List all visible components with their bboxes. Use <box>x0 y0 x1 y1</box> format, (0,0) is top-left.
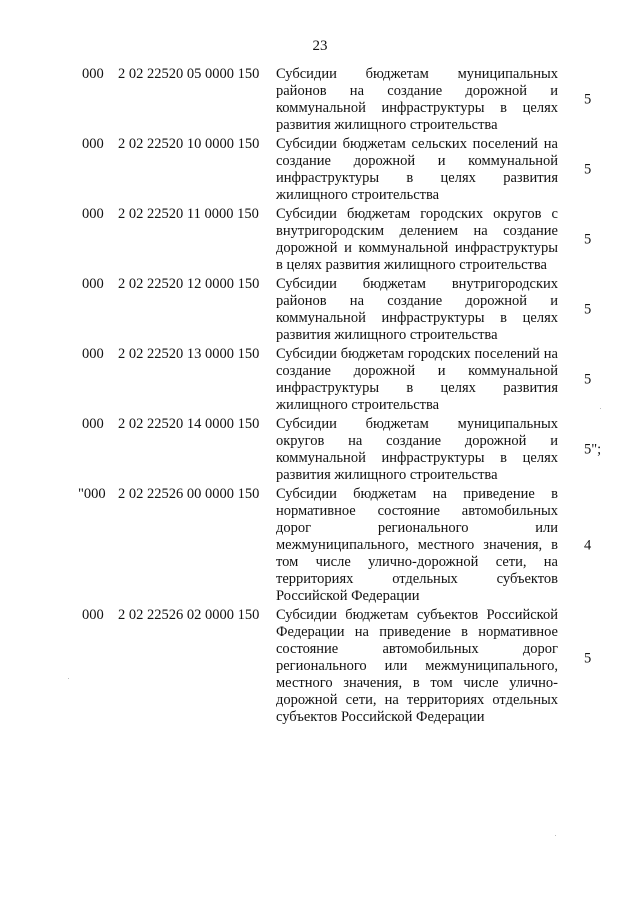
budget-classification-code: 2 02 22526 00 0000 150 <box>118 486 260 502</box>
row-description: Субсидии бюджетам на приведение в нормативное состояние автомобильных дорог регионального или межмуниципального, местного значения, в том числе улично-дорожной сети, на территориях отдельных субъектов Российской Федерации <box>276 486 558 604</box>
admin-code: 000 <box>82 607 104 623</box>
table-row <box>0 206 640 274</box>
budget-code-table <box>0 66 640 728</box>
scan-speck <box>555 835 556 836</box>
amount-value: 5"; <box>584 441 602 458</box>
admin-code: 000 <box>82 276 104 292</box>
budget-classification-code: 2 02 22526 02 0000 150 <box>118 607 260 623</box>
scan-speck <box>600 408 601 409</box>
budget-classification-code: 2 02 22520 10 0000 150 <box>118 136 260 152</box>
budget-classification-code: 2 02 22520 13 0000 150 <box>118 346 260 362</box>
amount-value: 5 <box>584 161 592 178</box>
admin-code: 000 <box>82 416 104 432</box>
row-description: Субсидии бюджетам муниципальных округов на создание дорожной и коммунальной инфраструктуры в целях развития жилищного строительства <box>276 416 558 483</box>
table-row <box>0 416 640 484</box>
budget-classification-code: 2 02 22520 11 0000 150 <box>118 206 259 222</box>
amount-value: 5 <box>584 301 592 318</box>
amount-value: 5 <box>584 231 592 248</box>
table-row <box>0 486 640 605</box>
row-description: Субсидии бюджетам муниципальных районов на создание дорожной и коммунальной инфраструктуры в целях развития жилищного строительства <box>276 66 558 133</box>
budget-classification-code: 2 02 22520 12 0000 150 <box>118 276 260 292</box>
admin-code: 000 <box>82 206 104 222</box>
admin-code: 000 <box>82 66 104 82</box>
admin-code: 000 <box>82 136 104 152</box>
amount-value: 5 <box>584 371 592 388</box>
budget-classification-code: 2 02 22520 14 0000 150 <box>118 416 260 432</box>
row-description: Субсидии бюджетам сельских поселений на создание дорожной и коммунальной инфраструктуры в целях развития жилищного строительства <box>276 136 558 203</box>
budget-classification-code: 2 02 22520 05 0000 150 <box>118 66 260 82</box>
scan-speck <box>68 678 69 679</box>
table-row <box>0 276 640 344</box>
table-row <box>0 136 640 204</box>
table-row <box>0 346 640 414</box>
amount-value: 5 <box>584 91 592 108</box>
amount-value: 5 <box>584 650 592 666</box>
row-description: Субсидии бюджетам субъектов Российской Федерации на приведение в нормативное состояние автомобильных дорог регионального или межмуниципального, местного значения, в том числе улично-дорожной сети, на территориях отдельных субъектов Российской Федерации <box>276 607 558 725</box>
amount-value: 4 <box>584 537 592 553</box>
admin-code: 000 <box>82 346 104 362</box>
row-description: Субсидии бюджетам городских поселений на создание дорожной и коммунальной инфраструктуры в целях развития жилищного строительства <box>276 346 558 413</box>
table-row <box>0 66 640 134</box>
row-description: Субсидии бюджетам внутригородских районов на создание дорожной и коммунальной инфраструктуры в целях развития жилищного строительства <box>276 276 558 343</box>
admin-code: "000 <box>78 486 106 502</box>
page-number: 23 <box>312 38 328 54</box>
row-description: Субсидии бюджетам городских округов с внутригородским делением на создание дорожной и коммунальной инфраструктуры в целях развития жилищного строительства <box>276 206 558 273</box>
table-row <box>0 607 640 726</box>
